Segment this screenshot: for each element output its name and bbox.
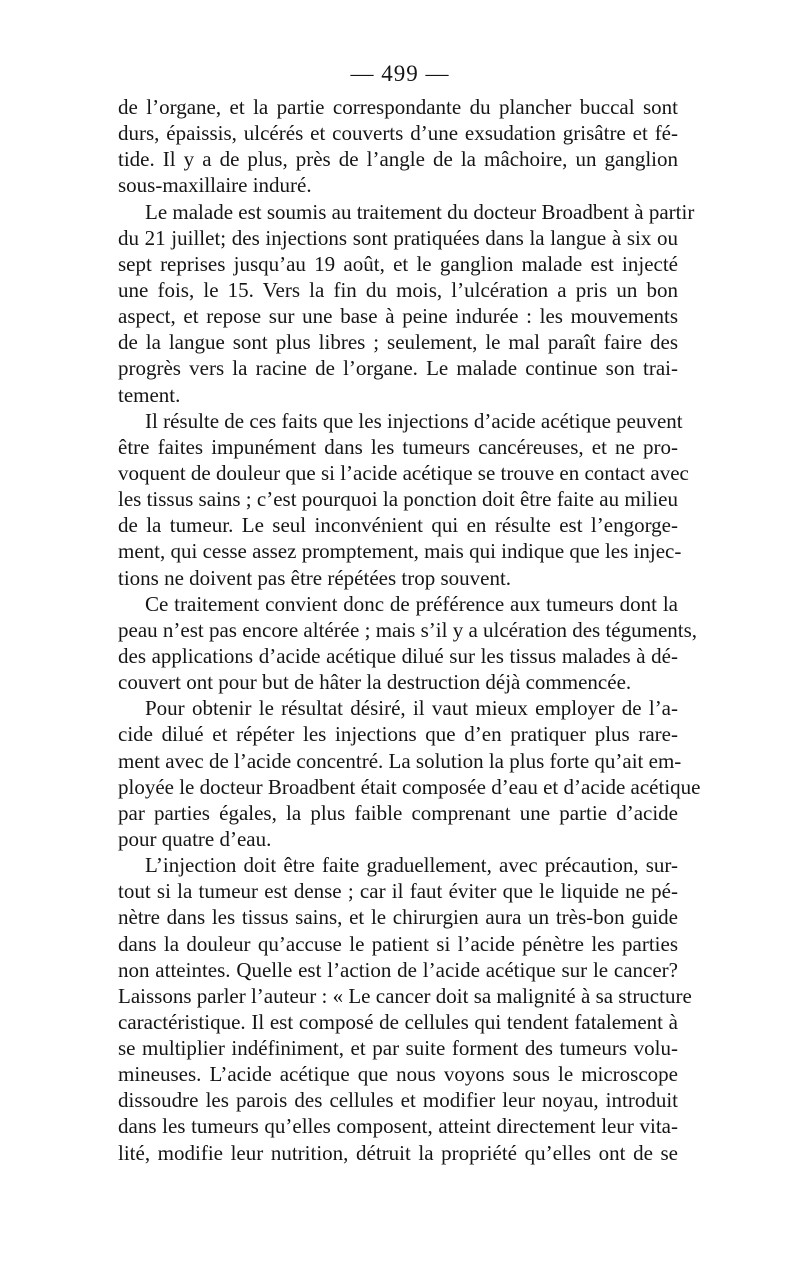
text-line: Ce traitement convient donc de préférence aux tumeurs dont la — [145, 591, 678, 616]
text-line: ment avec de l’acide concentré. La solution la plus forte qu’ait em- — [118, 748, 682, 773]
text-line: tement. — [118, 382, 181, 407]
text-line: dissoudre les parois des cellules et modifier leur noyau, introduit — [118, 1088, 678, 1113]
text-line: dans les tumeurs qu’elles composent, atteint directement leur vita- — [118, 1114, 678, 1139]
text-line: non atteintes. Quelle est l’action de l’acide acétique sur le cancer? — [118, 957, 678, 982]
text-line: peau n’est pas encore altérée ; mais s’il y a ulcération des téguments, — [118, 617, 698, 642]
text-line: voquent de douleur que si l’acide acétique se trouve en contact avec — [118, 460, 689, 485]
text-line: cide dilué et répéter les injections que d’en pratiquer plus rare- — [118, 722, 678, 747]
page-number: — 499 — — [350, 61, 450, 86]
text-line: mineuses. L’acide acétique que nous voyons sous le microscope — [118, 1062, 678, 1087]
text-line: ment, qui cesse assez promptement, mais qui indique que les injec- — [118, 539, 682, 564]
text-line: du 21 juillet; des injections sont pratiquées dans la langue à six ou — [118, 225, 678, 250]
text-line: tout si la tumeur est dense ; car il faut éviter que le liquide ne pé- — [118, 879, 678, 904]
text-line: pour quatre d’eau. — [118, 826, 272, 851]
text-line: durs, épaissis, ulcérés et couverts d’une exsudation grisâtre et fé- — [118, 121, 678, 146]
text-line: de la langue sont plus libres ; seulement, le mal paraît faire des — [118, 330, 678, 355]
text-line: caractéristique. Il est composé de cellules qui tendent fatalement à — [118, 1009, 678, 1034]
text-line: couvert ont pour but de hâter la destruction déjà commencée. — [118, 670, 632, 695]
text-line: par parties égales, la plus faible comprenant une partie d’acide — [118, 800, 678, 825]
text-line: Le malade est soumis au traitement du docteur Broadbent à partir — [145, 199, 695, 224]
text-line: sept reprises jusqu’au 19 août, et le ganglion malade est injecté — [118, 251, 678, 276]
text-line: les tissus sains ; c’est pourquoi la ponction doit être faite au milieu — [118, 487, 678, 512]
text-line: Laissons parler l’auteur : « Le cancer doit sa malignité à sa structure — [118, 983, 692, 1008]
text-line: dans la douleur qu’accuse le patient si l’acide pénètre les parties — [118, 931, 678, 956]
text-line: de l’organe, et la partie correspondante du plancher buccal sont — [118, 95, 678, 119]
text-line: L’injection doit être faite graduellement, avec précaution, sur- — [145, 853, 678, 878]
text-line: être faites impunément dans les tumeurs cancéreuses, et ne pro- — [118, 434, 678, 459]
text-line: Pour obtenir le résultat désiré, il vaut mieux employer de l’a- — [145, 696, 678, 721]
text-line: Il résulte de ces faits que les injections d’acide acétique peuvent — [145, 408, 683, 433]
text-line: aspect, et repose sur une base à peine indurée : les mouvements — [118, 304, 678, 329]
body-text — [118, 94, 701, 1166]
text-line: progrès vers la racine de l’organe. Le malade continue son trai- — [118, 356, 678, 381]
text-line: nètre dans les tissus sains, et le chirurgien aura un très-bon guide — [118, 905, 678, 930]
text-line: tide. Il y a de plus, près de l’angle de la mâchoire, un ganglion — [118, 147, 678, 172]
text-line: une fois, le 15. Vers la fin du mois, l’ulcération a pris un bon — [118, 277, 678, 302]
text-line: tions ne doivent pas être répétées trop souvent. — [118, 565, 512, 590]
text-line: lité, modifie leur nutrition, détruit la propriété qu’elles ont de se — [118, 1140, 678, 1165]
text-line: se multiplier indéfiniment, et par suite forment des tumeurs volu- — [118, 1036, 678, 1061]
text-line: de la tumeur. Le seul inconvénient qui en résulte est l’engorge- — [118, 513, 678, 538]
text-line: sous-maxillaire induré. — [118, 173, 312, 198]
text-line: ployée le docteur Broadbent était composée d’eau et d’acide acétique — [118, 774, 701, 799]
text-line: des applications d’acide acétique dilué sur les tissus malades à dé- — [118, 643, 678, 668]
